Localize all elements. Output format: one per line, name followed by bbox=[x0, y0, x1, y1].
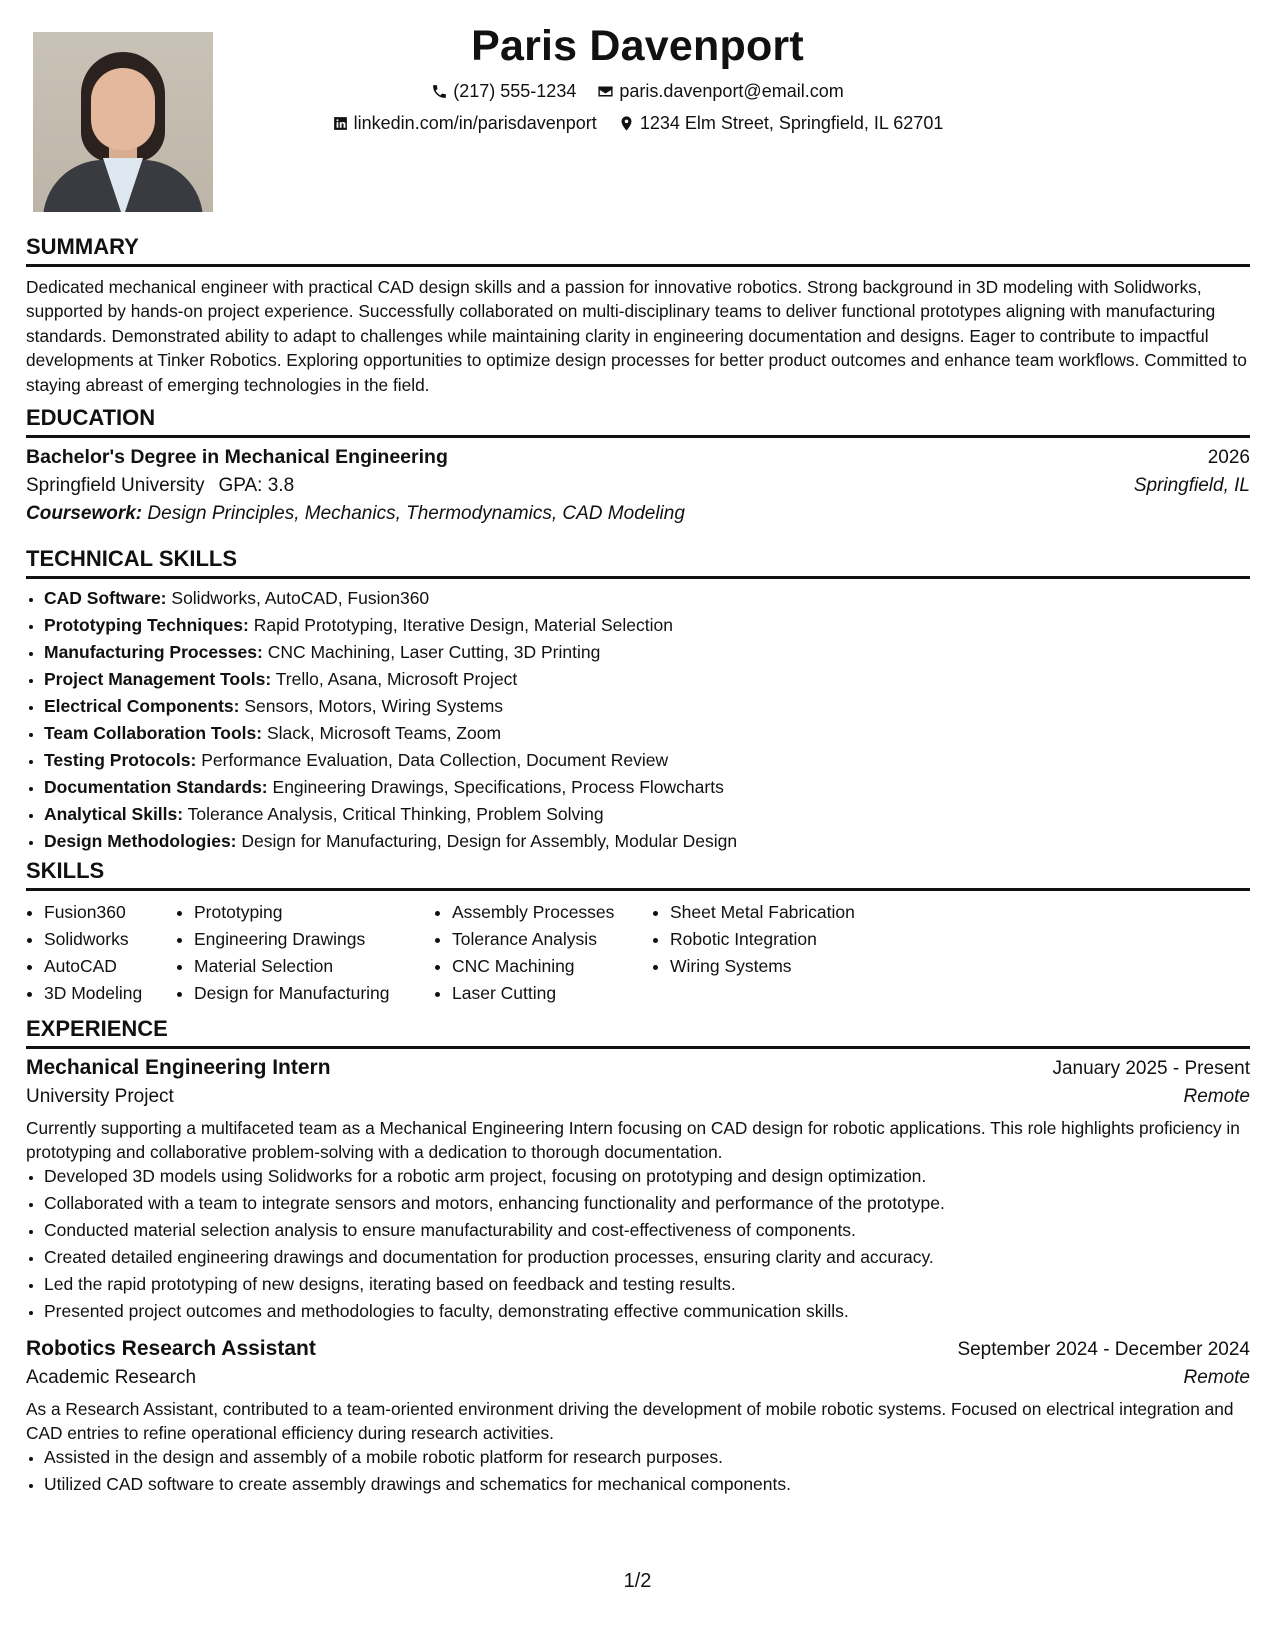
skill-values: Design for Manufacturing, Design for Assembly, Modular Design bbox=[241, 831, 738, 851]
address-contact bbox=[618, 113, 944, 134]
coursework-label: Coursework: bbox=[26, 503, 143, 524]
list-item: • Prototyping bbox=[194, 899, 434, 926]
list-item: • Engineering Drawings bbox=[194, 926, 434, 953]
candidate-name: Paris Davenport bbox=[471, 22, 804, 70]
job-title: Mechanical Engineering Intern bbox=[26, 1056, 331, 1079]
list-item: • CNC Machining bbox=[452, 953, 652, 980]
job-organization: Academic Research bbox=[26, 1366, 197, 1388]
skills-column bbox=[434, 899, 652, 1007]
list-item: • AutoCAD bbox=[44, 953, 176, 980]
list-item bbox=[44, 801, 1250, 828]
list-item: • Assisted in the design and assembly of a mobile robotic platform for research purposes. bbox=[44, 1444, 1250, 1471]
summary-section bbox=[26, 234, 1250, 397]
skill-category: Electrical Components: bbox=[44, 696, 240, 716]
map-pin-icon bbox=[618, 115, 635, 132]
list-item: • Robotic Integration bbox=[670, 926, 930, 953]
list-item bbox=[44, 693, 1250, 720]
list-item: • Led the rapid prototyping of new designs, iterating based on feedback and testing results. bbox=[44, 1271, 1250, 1298]
list-item: • Solidworks bbox=[44, 926, 176, 953]
section-title: EXPERIENCE bbox=[26, 1016, 1250, 1049]
skill-category: Testing Protocols: bbox=[44, 750, 197, 770]
skill-category: Team Collaboration Tools: bbox=[44, 723, 263, 743]
experience-section bbox=[26, 1016, 1250, 1498]
education-section bbox=[26, 405, 1250, 525]
coursework-line bbox=[26, 503, 1250, 525]
school-name: Springfield University bbox=[26, 475, 205, 496]
gpa: GPA: 3.8 bbox=[218, 475, 295, 496]
linkedin-url: linkedin.com/in/parisdavenport bbox=[353, 113, 597, 133]
job-location: Remote bbox=[1183, 1086, 1250, 1107]
degree-row bbox=[26, 446, 1250, 469]
skill-values: Solidworks, AutoCAD, Fusion360 bbox=[171, 588, 430, 608]
technical-skills-list bbox=[26, 585, 1250, 855]
summary-text: Dedicated mechanical engineer with practical CAD design skills and a passion for innovative robotics. Strong background in 3D modeling with Solidworks, supported by hands-on project experience. Successfully collaborated on multi-disciplinary teams to deliver functional prototypes aligning with manufacturing standards. Demonstrated ability to adapt to challenges while maintaining clarity in engineering documentation and designs. Eager to contribute to impactful developments at Tinker Robotics. Exploring opportunities to optimize design processes for better product outcomes and enhance team workflows. Committed to staying abreast of emerging technologies in the field. bbox=[26, 277, 1247, 395]
section-title: TECHNICAL SKILLS bbox=[26, 546, 1250, 579]
section-title: SUMMARY bbox=[26, 234, 1250, 267]
list-item: • Design for Manufacturing bbox=[194, 980, 434, 1007]
contact-row-2 bbox=[0, 113, 1275, 137]
section-title: EDUCATION bbox=[26, 405, 1250, 438]
skill-category: Design Methodologies: bbox=[44, 831, 237, 851]
list-item: • Created detailed engineering drawings and documentation for production processes, ensuring clarity and accuracy. bbox=[44, 1244, 1250, 1271]
list-item: • Presented project outcomes and methodologies to faculty, demonstrating effective communication skills. bbox=[44, 1298, 1250, 1325]
skill-values: Performance Evaluation, Data Collection, Document Review bbox=[201, 750, 669, 770]
list-item: • 3D Modeling bbox=[44, 980, 176, 1007]
coursework-list: Design Principles, Mechanics, Thermodynamics, CAD Modeling bbox=[147, 503, 685, 524]
section-title: SKILLS bbox=[26, 858, 1250, 891]
skill-values: Engineering Drawings, Specifications, Process Flowcharts bbox=[272, 777, 724, 797]
list-item: • Material Selection bbox=[194, 953, 434, 980]
school-info bbox=[26, 475, 294, 497]
skill-values: Sensors, Motors, Wiring Systems bbox=[244, 696, 504, 716]
phone-icon bbox=[431, 83, 448, 100]
list-item: • Developed 3D models using Solidworks for a robotic arm project, focusing on prototyping and design optimization. bbox=[44, 1163, 1250, 1190]
job-description: As a Research Assistant, contributed to a team-oriented environment driving the development of mobile robotic systems. Focused on electrical integration and CAD entries to refine operational efficiency during research activities. bbox=[26, 1398, 1234, 1444]
skill-values: Trello, Asana, Microsoft Project bbox=[275, 669, 518, 689]
job-entry bbox=[26, 1337, 1250, 1498]
contact-row-1 bbox=[0, 81, 1275, 105]
job-subheader bbox=[26, 1086, 1250, 1108]
list-item: • Utilized CAD software to create assembly drawings and schematics for mechanical components. bbox=[44, 1471, 1250, 1498]
list-item bbox=[44, 612, 1250, 639]
school-location: Springfield, IL bbox=[1133, 475, 1250, 496]
skills-grid bbox=[26, 899, 1250, 1007]
skills-column bbox=[26, 899, 176, 1007]
skill-category: Analytical Skills: bbox=[44, 804, 184, 824]
technical-skills-section bbox=[26, 546, 1250, 855]
skill-values: Rapid Prototyping, Iterative Design, Material Selection bbox=[253, 615, 673, 635]
job-organization: University Project bbox=[26, 1086, 174, 1107]
skill-values: Tolerance Analysis, Critical Thinking, Problem Solving bbox=[187, 804, 604, 824]
page-number: 1/2 bbox=[623, 1570, 652, 1592]
list-item: • Collaborated with a team to integrate sensors and motors, enhancing functionality and performance of the prototype. bbox=[44, 1190, 1250, 1217]
list-item: • Conducted material selection analysis to ensure manufacturability and cost-effectiveness of components. bbox=[44, 1217, 1250, 1244]
job-description: Currently supporting a multifaceted team as a Mechanical Engineering Intern focusing on CAD design for robotic applications. This role highlights proficiency in prototyping and collaborative problem-solving with a dedication to thorough documentation. bbox=[26, 1118, 1240, 1163]
street-address: 1234 Elm Street, Springfield, IL 62701 bbox=[639, 113, 944, 133]
list-item bbox=[44, 747, 1250, 774]
job-location: Remote bbox=[1183, 1366, 1250, 1388]
job-dates: January 2025 - Present bbox=[1052, 1058, 1250, 1079]
skill-values: Slack, Microsoft Teams, Zoom bbox=[266, 723, 502, 743]
list-item: • Assembly Processes bbox=[452, 899, 652, 926]
list-item bbox=[44, 666, 1250, 693]
phone-number: (217) 555-1234 bbox=[453, 81, 577, 101]
list-item bbox=[44, 585, 1250, 612]
email-address: paris.davenport@email.com bbox=[619, 81, 844, 101]
skill-category: Prototyping Techniques: bbox=[44, 615, 249, 635]
job-title: Robotics Research Assistant bbox=[26, 1336, 316, 1360]
email-contact[interactable] bbox=[597, 81, 843, 102]
list-item: • Sheet Metal Fabrication bbox=[670, 899, 930, 926]
list-item bbox=[44, 720, 1250, 747]
job-header bbox=[26, 1337, 1250, 1361]
list-item: • Laser Cutting bbox=[452, 980, 652, 1007]
skill-category: CAD Software: bbox=[44, 588, 167, 608]
list-item: • Fusion360 bbox=[44, 899, 176, 926]
school-row bbox=[26, 475, 1250, 497]
skill-category: Documentation Standards: bbox=[44, 777, 268, 797]
skills-section bbox=[26, 858, 1250, 1007]
job-entry bbox=[26, 1056, 1250, 1325]
list-item bbox=[44, 639, 1250, 666]
list-item bbox=[44, 828, 1250, 855]
skills-column bbox=[652, 899, 930, 1007]
list-item: • Tolerance Analysis bbox=[452, 926, 652, 953]
job-subheader bbox=[26, 1367, 1250, 1389]
graduation-year: 2026 bbox=[1207, 447, 1250, 468]
skill-category: Project Management Tools: bbox=[44, 669, 272, 689]
linkedin-icon bbox=[332, 115, 349, 132]
job-dates: September 2024 - December 2024 bbox=[957, 1338, 1250, 1360]
list-item: • Wiring Systems bbox=[670, 953, 930, 980]
skill-category: Manufacturing Processes: bbox=[44, 642, 263, 662]
list-item bbox=[44, 774, 1250, 801]
skill-values: CNC Machining, Laser Cutting, 3D Printing bbox=[267, 642, 601, 662]
phone-contact bbox=[431, 81, 576, 102]
skills-column bbox=[176, 899, 434, 1007]
job-bullets bbox=[26, 1444, 1250, 1498]
envelope-icon bbox=[597, 83, 614, 100]
degree-name: Bachelor's Degree in Mechanical Engineering bbox=[26, 446, 448, 468]
job-header bbox=[26, 1056, 1250, 1080]
job-bullets bbox=[26, 1163, 1250, 1325]
linkedin-contact[interactable] bbox=[332, 113, 597, 134]
